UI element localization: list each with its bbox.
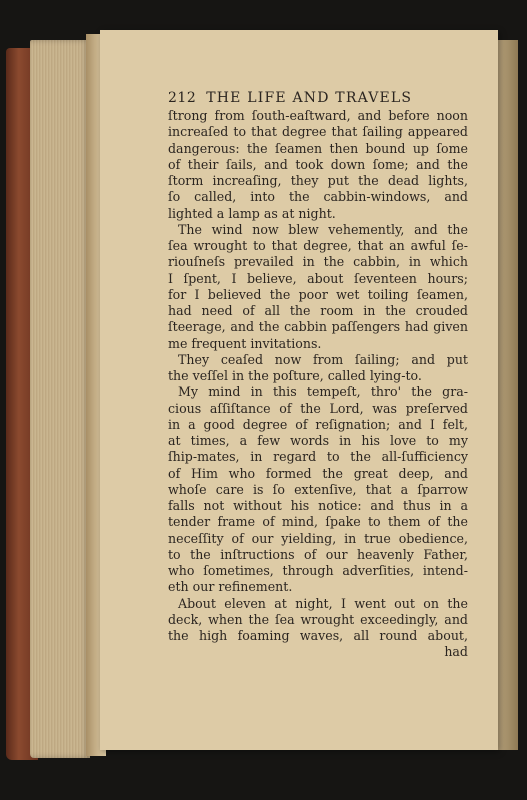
text-line: ſea wrought to that degree, that an awful ſe- — [168, 238, 468, 253]
text-line: neceſſity of our yielding, in true obedience, — [168, 530, 468, 546]
text-line: me frequent invitations. — [168, 335, 322, 351]
text-line: cious aſſiſtance of the Lord, was preſerved — [168, 400, 468, 416]
text-line: riouſneſs prevailed in the cabbin, in which — [168, 254, 468, 270]
text-line: of their ſails, and took down ſome; and the — [168, 156, 468, 172]
text-line: ſo called, into the cabbin-windows, and — [168, 189, 468, 205]
text-line: deck, when the ſea wrought exceedingly, and — [168, 611, 468, 627]
right-page-edge — [498, 40, 518, 750]
text-line: tender frame of mind, ſpake to them of the — [168, 514, 468, 530]
text-line: dangerous: the ſeamen then bound up ſome — [168, 140, 468, 156]
text-line: in a good degree of reſignation; and I felt, — [168, 416, 468, 432]
page-number: 212 — [168, 90, 197, 106]
text-line: My mind in this tempeſt, thro' the gra- — [178, 384, 468, 400]
text-line: to the inſtructions of our heavenly Father, — [168, 546, 468, 562]
text-line: eth our refinement. — [168, 579, 293, 595]
body-text — [168, 108, 468, 661]
text-line: who ſometimes, through adverſities, intend- — [168, 563, 468, 578]
text-line: for I believed the poor wet toiling ſeamen, — [168, 286, 468, 302]
text-line: the high foaming waves, all round about, — [168, 628, 468, 643]
text-line: at times, a few words in his love to my — [168, 433, 468, 448]
text-line: had — [444, 644, 468, 660]
running-head — [168, 90, 468, 106]
text-line: ſtorm increaſing, they put the dead lights, — [168, 173, 468, 188]
text-line: of Him who formed the great deep, and — [168, 465, 468, 481]
text-line: ſtrong from ſouth-eaſtward, and before noon — [168, 108, 468, 123]
page-content — [168, 90, 468, 661]
text-line: ſhip-mates, in regard to the all-ſufficiency — [168, 449, 468, 465]
text-line: lighted a lamp as at night. — [168, 205, 336, 221]
text-line: increaſed to that degree that ſailing appeared — [168, 124, 468, 140]
text-line: the veſſel in the poſture, called lying-to. — [168, 368, 422, 383]
text-line: whoſe care is ſo extenſive, that a ſparrow — [168, 481, 468, 497]
text-line: had need of all the room in the crouded — [168, 303, 468, 318]
text-line: ſteerage, and the cabbin paſſengers had given — [168, 319, 468, 335]
text-line: About eleven at night, I went out on the — [178, 595, 468, 611]
text-line: falls not without his notice: and thus in a — [168, 498, 468, 513]
text-line: I ſpent, I believe, about ſeventeen hours; — [168, 270, 468, 286]
book-page — [100, 30, 498, 750]
text-line: They ceaſed now from ſailing; and put — [178, 351, 468, 367]
page-edges — [30, 40, 90, 758]
running-head-title: THE LIFE AND TRAVELS — [206, 90, 413, 106]
text-line: The wind now blew vehemently, and the — [178, 221, 468, 237]
